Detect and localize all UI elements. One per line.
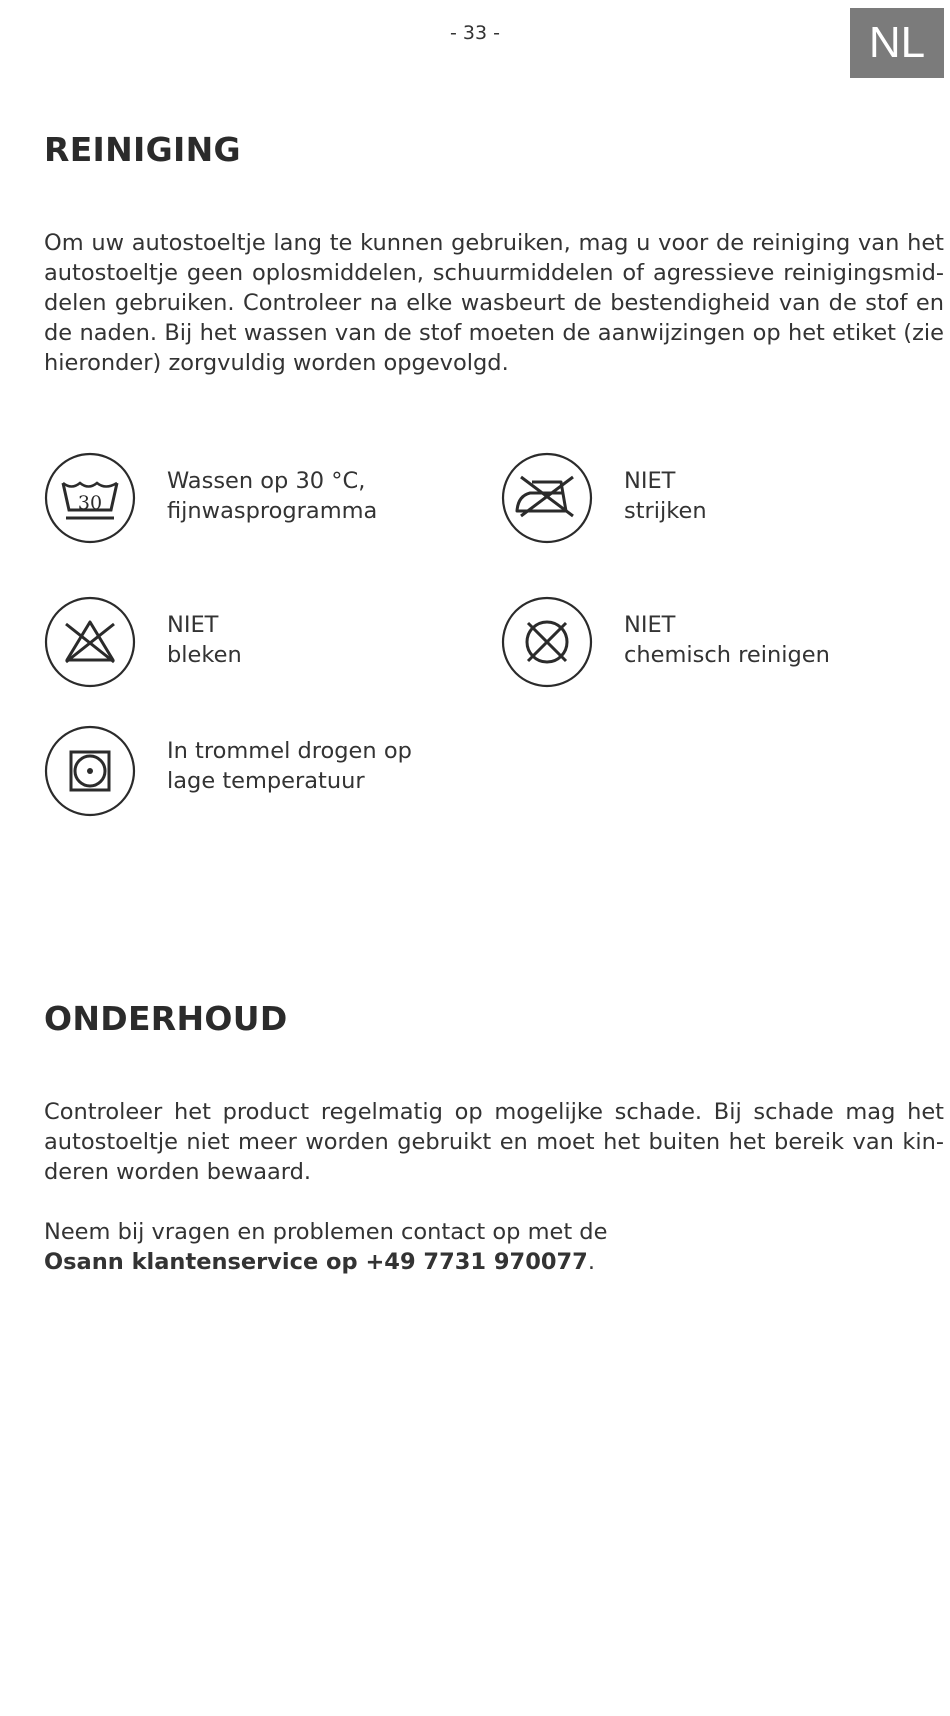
customer-service-phone: Osann klantenservice op +49 7731 970077 (44, 1249, 588, 1275)
care-label-line1: NIET (167, 612, 219, 638)
wash-temperature: 30 (77, 492, 103, 514)
no-iron-icon (501, 452, 593, 544)
cleaning-title: REINIGING (44, 130, 241, 169)
maintenance-text: Controleer het product regelmatig op mogelijke schade. Bij schade mag het autostoeltje niet meer worden gebruikt en moet het buiten het bereik van kinderen worden bewaard. (44, 1099, 944, 1185)
care-label-line2: strijken (624, 498, 707, 524)
no-dry-clean-icon (501, 596, 593, 688)
tumble-dry-low-icon (44, 725, 136, 817)
care-label-line1: NIET (624, 468, 676, 494)
care-item-wash (44, 452, 484, 544)
contact-info (44, 1217, 607, 1277)
wash-30-icon (44, 452, 136, 544)
care-item-iron (501, 452, 941, 544)
care-item-dry-clean (501, 596, 941, 688)
no-bleach-icon (44, 596, 136, 688)
care-item-tumble-dry (44, 725, 484, 817)
care-label-line2: bleken (167, 642, 242, 668)
care-label-line2: lage temperatuur (167, 768, 365, 794)
care-label-line1: In trommel drogen op (167, 738, 412, 764)
contact-end: . (587, 1249, 595, 1275)
care-label-line1: Wassen op 30 °C, (167, 468, 366, 494)
maintenance-title: ONDERHOUD (44, 999, 288, 1038)
contact-line (44, 1247, 607, 1277)
care-label-line2: fijnwasprogramma (167, 498, 378, 524)
language-badge: NL (850, 8, 944, 78)
care-item-bleach (44, 596, 484, 688)
cleaning-text: Om uw autostoeltje lang te kunnen gebruiken, mag u voor de reiniging van het autostoeltje geen oplosmiddelen, schuurmiddelen of agressieve reinigingsmiddelen gebruiken. Controleer na elke wasbeurt de bestendigheid van de stof en de naden. Bij het wassen van de stof moeten de aanwijzingen op het etiket (zie hieronder) zorgvuldig worden opgevolgd. (44, 230, 944, 376)
care-label-line1: NIET (624, 612, 676, 638)
contact-intro: Neem bij vragen en problemen contact op met de (44, 1219, 608, 1245)
page-number: - 33 - (450, 22, 500, 44)
care-label-line2: chemisch reinigen (624, 642, 830, 668)
